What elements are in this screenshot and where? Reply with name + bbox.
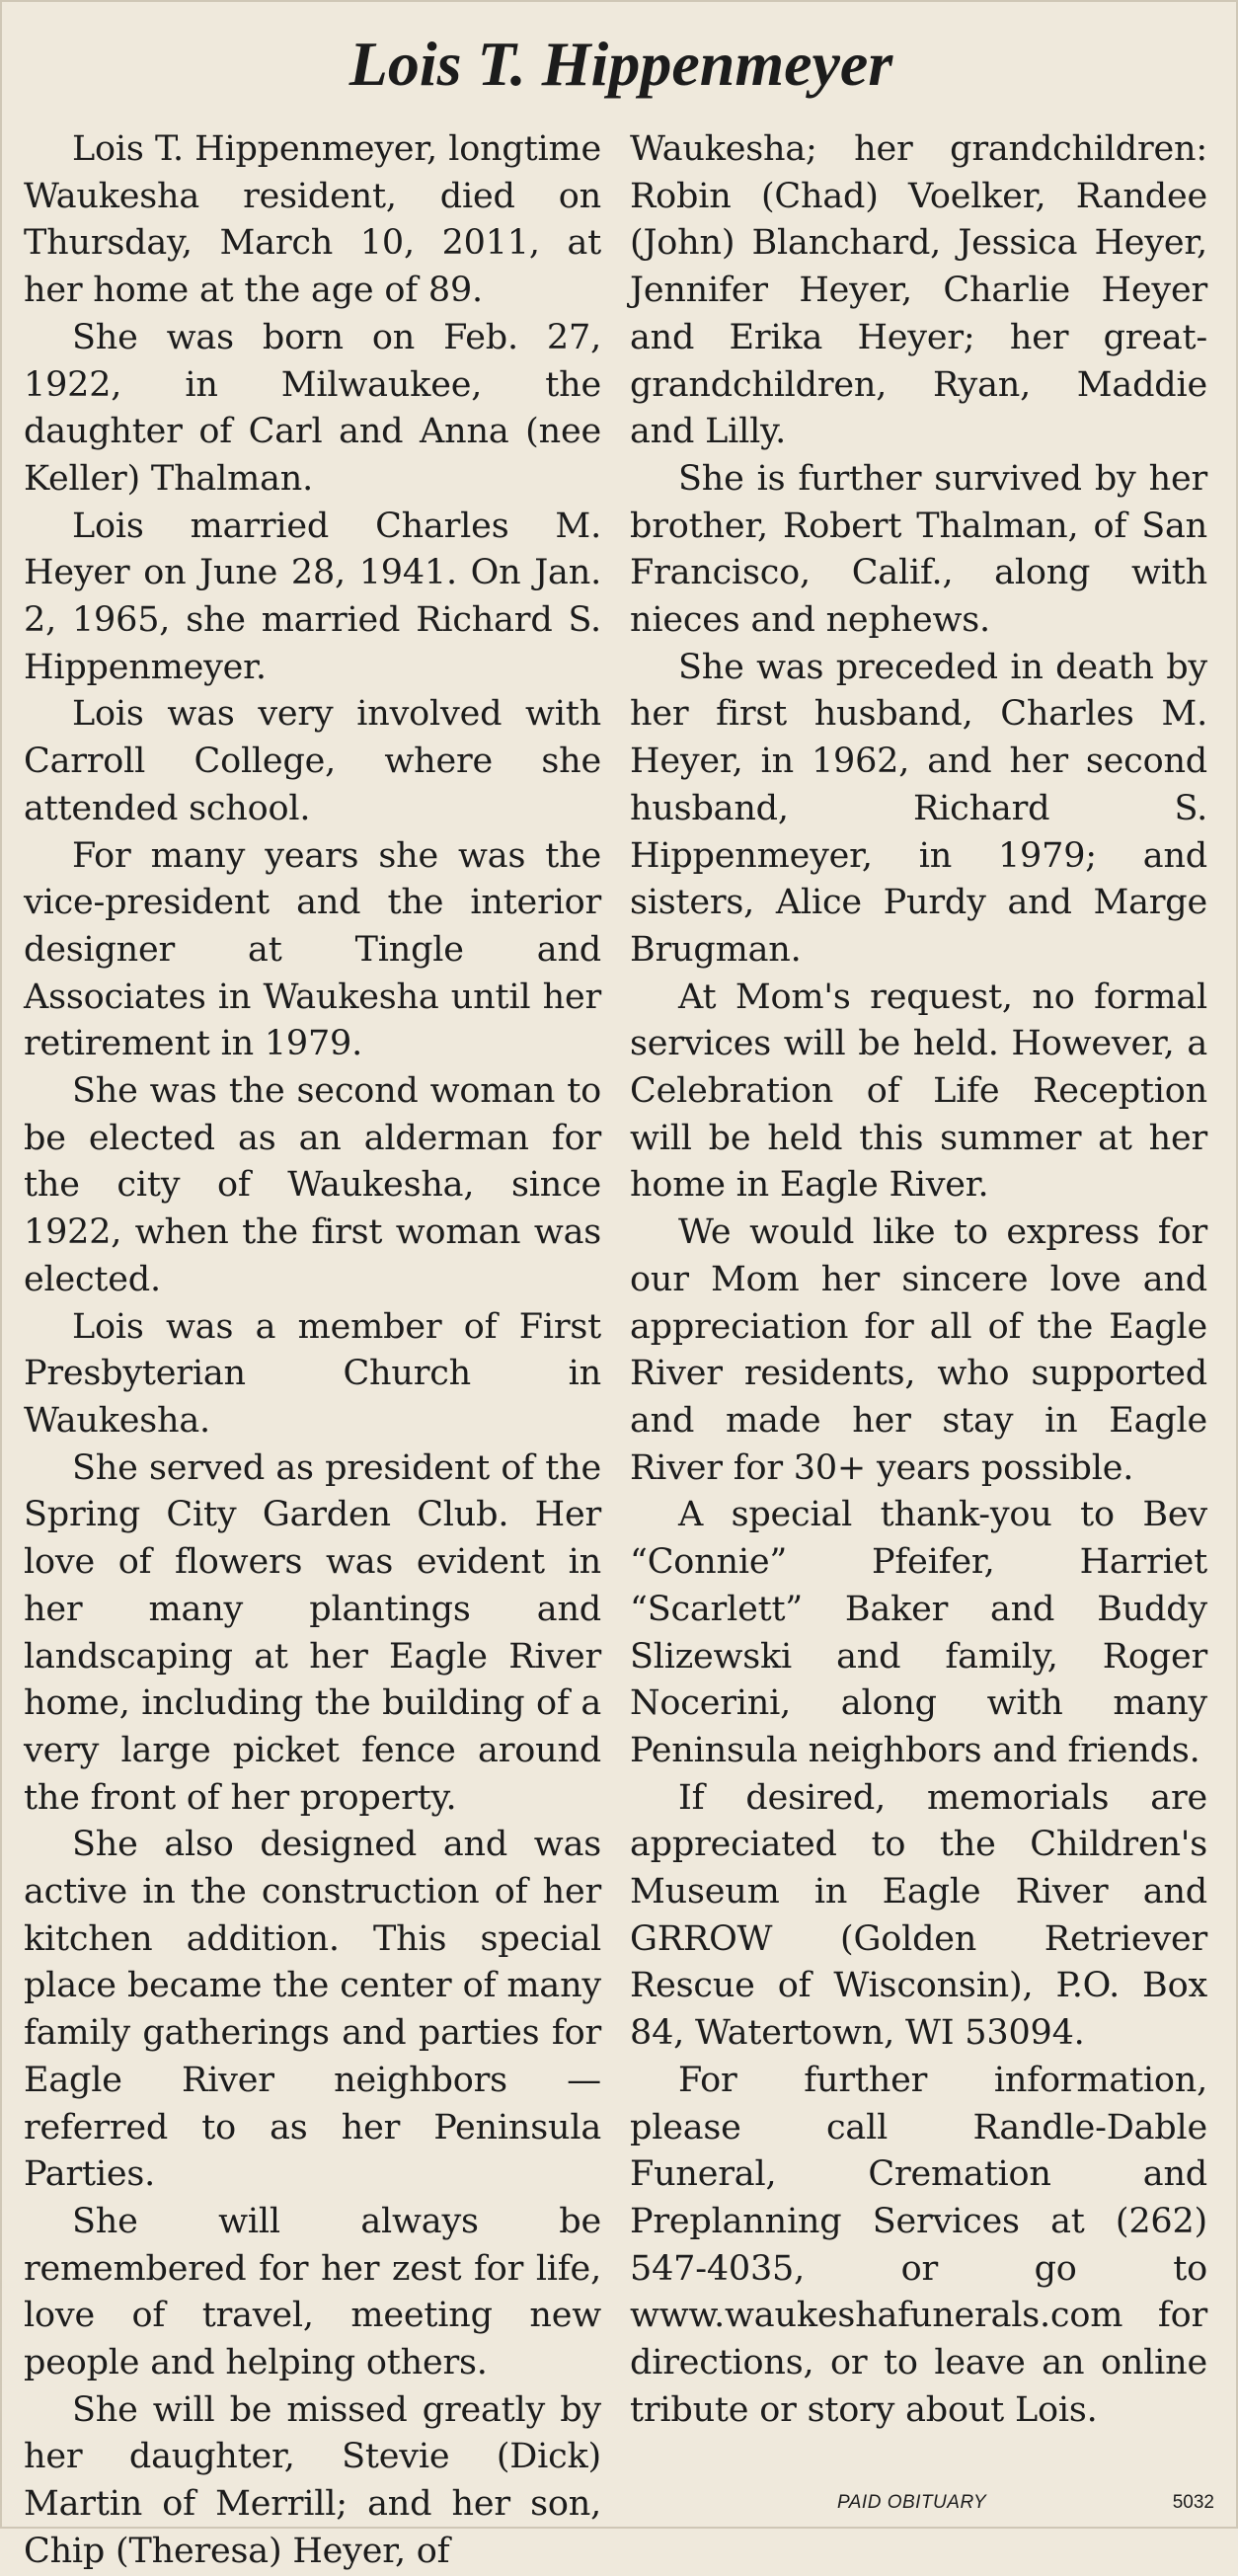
- paragraph: For many years she was the vice-president and the interior designer at Tingle and Associates in Waukesha until her retirement in 1979.: [24, 835, 601, 1064]
- paragraph: We would like to express for our Mom her sincere love and appreciation for all of the Eagle River residents, who supported and made her stay in Eagle River for 30+ years possible.: [630, 1212, 1207, 1488]
- paragraph: For further information, please call Randle-Dable Funeral, Cremation and Preplanning Services at (262) 547-4035, or go to www.waukeshafunerals.com for directions, or to leave an online tribute or story about Lois.: [630, 2060, 1207, 2430]
- paragraph: Lois was very involved with Carroll College, where she attended school.: [24, 694, 601, 828]
- obituary-title: Lois T. Hippenmeyer: [348, 29, 893, 99]
- paragraph: Waukesha; her grandchildren: Robin (Chad) Voelker, Randee (John) Blanchard, Jessica Heyer, Jennifer Heyer, Charlie Heyer and Erika Heyer; her great-grandchildren, Ryan, Maddie and Lilly.: [630, 129, 1207, 452]
- paragraph: She will be missed greatly by her daughter, Stevie (Dick) Martin of Merrill; and her son, Chip (Theresa) Heyer, of: [24, 2389, 601, 2571]
- paragraph: She is further survived by her brother, Robert Thalman, of San Francisco, Calif., along with nieces and nephews.: [630, 458, 1207, 641]
- ad-code: 5032: [1172, 2492, 1214, 2513]
- paragraph: Lois T. Hippenmeyer, longtime Waukesha resident, died on Thursday, March 10, 2011, at her home at the age of 89.: [24, 129, 601, 311]
- footer: [630, 2492, 1222, 2522]
- paragraph: Lois married Charles M. Heyer on June 28, 1941. On Jan. 2, 1965, she married Richard S. Hippenmeyer.: [24, 506, 601, 687]
- paid-obituary-label: PAID OBITUARY: [837, 2492, 987, 2513]
- paragraph: She was the second woman to be elected as an alderman for the city of Waukesha, since 1922, when the first woman was elected.: [24, 1071, 601, 1299]
- paragraph: A special thank-you to Bev “Connie” Pfeifer, Harriet “Scarlett” Baker and Buddy Slizewski and family, Roger Nocerini, along with many Peninsula neighbors and friends.: [630, 1495, 1207, 1770]
- paragraph: She served as president of the Spring City Garden Club. Her love of flowers was evident in her many plantings and landscaping at her Eagle River home, including the building of a very large picket fence around the front of her property.: [24, 1447, 601, 1818]
- paragraph: She was preceded in death by her first husband, Charles M. Heyer, in 1962, and her second husband, Richard S. Hippenmeyer, in 1979; and sisters, Alice Purdy and Marge Brugman.: [630, 647, 1207, 970]
- paragraph: Lois was a member of First Presbyterian Church in Waukesha.: [24, 1306, 601, 1441]
- paragraph: At Mom's request, no formal services will be held. However, a Celebration of Life Reception will be held this summer at her home in Eagle River.: [630, 976, 1207, 1206]
- right-column: [630, 126, 1207, 2434]
- paragraph: She also designed and was active in the construction of her kitchen addition. This special place became the center of many family gatherings and parties for Eagle River neighbors — referred to as her Peninsula Parties.: [24, 1825, 601, 2195]
- paragraph: She was born on Feb. 27, 1922, in Milwaukee, the daughter of Carl and Anna (nee Keller) Thalman.: [24, 317, 601, 499]
- left-column: [24, 126, 601, 2576]
- paragraph: She will always be remembered for her zest for life, love of travel, meeting new people and helping others.: [24, 2201, 601, 2383]
- paragraph: If desired, memorials are appreciated to the Children's Museum in Eagle River and GRROW (Golden Retriever Rescue of Wisconsin), P.O. Box 84, Watertown, WI 53094.: [630, 1777, 1207, 2054]
